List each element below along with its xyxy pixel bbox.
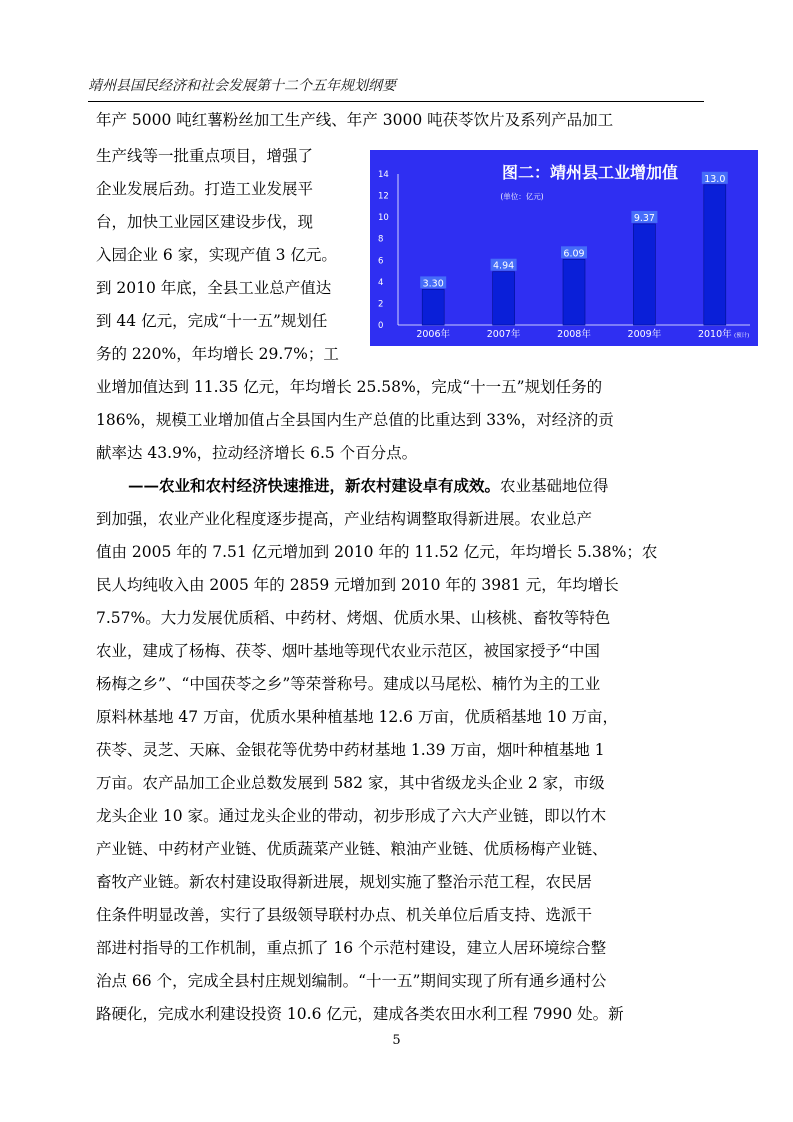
y-tick-label: 14 (378, 170, 389, 180)
body-line: 台，加快工业园区建设步伐，现 (96, 213, 314, 231)
body-line: 7.57%。大力发展优质稻、中药材、烤烟、优质水果、山核桃、畜牧等特色 (96, 609, 611, 627)
value-label: 6.09 (563, 248, 585, 260)
bar (633, 224, 655, 325)
y-tick-label: 8 (378, 234, 384, 245)
body-line: 生产线等一批重点项目，增强了 (96, 147, 314, 165)
body-line: 值由 2005 年的 7.51 亿元增加到 2010 年的 11.52 亿元，年均增长 5.38%；农 (96, 543, 658, 561)
x-tick-label: 2006年 (416, 329, 451, 340)
value-label: 4.94 (493, 260, 515, 272)
y-tick-label: 12 (378, 191, 389, 202)
bar (493, 272, 515, 325)
y-tick-label: 10 (378, 213, 389, 224)
y-tick-label: 0 (378, 321, 384, 331)
chart-footnote: (预计) (734, 333, 750, 339)
x-tick-label: 2009年 (627, 329, 662, 340)
body-line: 茯苓、灵芝、天麻、金银花等优势中药材基地 1.39 万亩，烟叶种植基地 1 (96, 741, 605, 759)
body-line: 入园企业 6 家，实现产值 3 亿元。 (96, 246, 337, 264)
running-header: 靖州县国民经济和社会发展第十二个五年规划纲要 (88, 78, 396, 94)
x-tick-label: 2010年 (697, 329, 732, 340)
bar (422, 289, 444, 325)
body-line: 产业链、中药材产业链、优质蔬菜产业链、粮油产业链、优质杨梅产业链、 (96, 840, 608, 858)
section-line (128, 476, 708, 496)
body-line: 务的 220%，年均增长 29.7%；工 (96, 345, 339, 363)
body-line: 龙头企业 10 家。通过龙头企业的带动，初步形成了六大产业链，即以竹木 (96, 807, 607, 825)
bar (704, 185, 726, 325)
body-line: 到 2010 年底，全县工业总产值达 (96, 279, 332, 297)
body-line: 治点 66 个，完成全县村庄规划编制。“十一五”期间实现了所有通乡通村公 (96, 972, 607, 990)
y-tick-label: 6 (378, 256, 384, 267)
body-line: 186%，规模工业增加值占全县国内生产总值的比重达到 33%，对经济的贡 (96, 411, 614, 429)
page-number: 5 (392, 1033, 401, 1048)
header-rule (88, 101, 704, 102)
body-line: 住条件明显改善，实行了县级领导联村办点、机关单位后盾支持、选派干 (96, 906, 593, 924)
body-line: 到 44 亿元，完成“十一五”规划任 (96, 312, 328, 330)
chart-subtitle: (单位：亿元) (500, 192, 544, 201)
chart-title: 图二：靖州县工业增加值 (501, 163, 679, 182)
body-line: 到加强，农业产业化程度逐步提高，产业结构调整取得新进展。农业总产 (96, 510, 593, 528)
body-line: 年产 5000 吨红薯粉丝加工生产线、年产 3000 吨茯苓饮片及系列产品加工 (96, 111, 614, 129)
body-line: 民人均纯收入由 2005 年的 2859 元增加到 2010 年的 3981 元，年均增长 (96, 576, 619, 594)
y-tick-label: 4 (378, 277, 384, 288)
body-line: 万亩。农产品加工企业总数发展到 582 家，其中省级龙头企业 2 家，市级 (96, 774, 605, 792)
x-tick-label: 2008年 (557, 329, 591, 340)
value-label: 3.30 (422, 278, 444, 290)
body-line: 业增加值达到 11.35 亿元，年均增长 25.58%，完成“十一五”规划任务的 (96, 378, 603, 396)
value-label: 13.0 (704, 173, 726, 185)
body-line: 杨梅之乡”、“中国茯苓之乡”等荣誉称号。建成以马尾松、楠竹为主的工业 (96, 675, 601, 693)
section-heading: ——农业和农村经济快速推进，新农村建设卓有成效。 (128, 476, 501, 495)
body-line: 部进村指导的工作机制，重点抓了 16 个示范村建设，建立人居环境综合整 (96, 939, 607, 957)
body-line: 原料林基地 47 万亩，优质水果种植基地 12.6 万亩，优质稻基地 10 万亩， (96, 708, 619, 726)
chart-canvas (370, 150, 758, 346)
value-label: 9.37 (633, 212, 655, 224)
y-tick-label: 2 (378, 299, 384, 310)
body-line: 路硬化，完成水利建设投资 10.6 亿元，建成各类农田水利工程 7990 处。新 (96, 1005, 624, 1023)
bar (563, 259, 585, 325)
section-text: 农业基础地位得 (500, 477, 609, 495)
body-line: 农业，建成了杨梅、茯苓、烟叶基地等现代农业示范区，被国家授予“中国 (96, 642, 600, 660)
x-tick-label: 2007年 (486, 329, 521, 340)
body-line: 企业发展后劲。打造工业发展平 (96, 180, 314, 198)
body-line: 献率达 43.9%，拉动经济增长 6.5 个百分点。 (96, 444, 418, 462)
body-line: 畜牧产业链。新农村建设取得新进展，规划实施了整治示范工程，农民居 (96, 873, 593, 891)
industry-value-chart (370, 150, 758, 346)
